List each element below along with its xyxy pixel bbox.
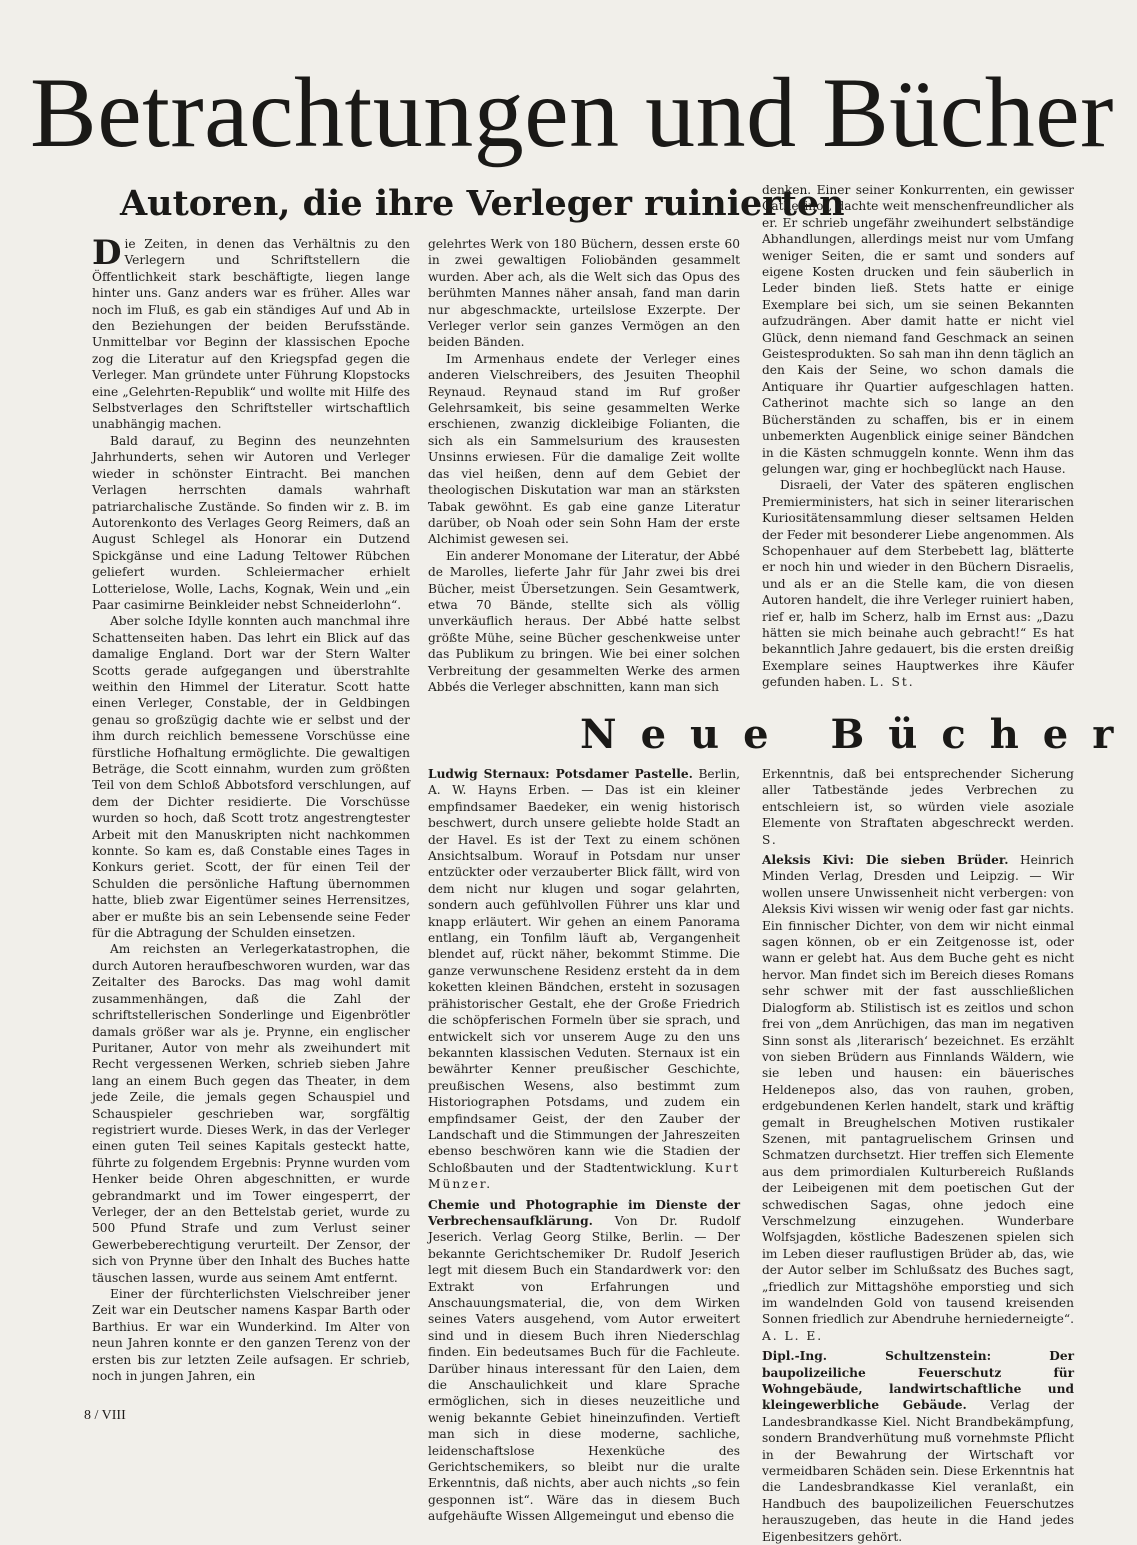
article-signature: L. St. [869, 675, 915, 690]
review-signature: S. [762, 832, 778, 847]
review-entry: Erkenntnis, daß bei entsprechender Sicherung aller Tatbestände jedes Verbrechen zu entschleiern ist, so würden viele asoziale Elemente von Straftaten abgeschreckt werden. S. [762, 767, 1074, 847]
article-paragraph: Aber solche Idylle konnten auch manchmal ihre Schattenseiten haben. Das lehrt ein Blick auf das damalige England. Dort war der Stern Walter Scotts gerade aufgegangen und überstrahlte weithin den Himmel der Literatur. Scott hatte einen Verleger, Constable, der in Geldbingen genau so großzügig dachte wie er selbst und der ihm durch reichlich bemessene Vorschüsse eine fürstliche Hofhaltung ermöglichte. Die gewaltigen Beträge, die Scott einnahm, wurden zum größten Teil von dem Schloß Abbotsford verschlungen, auf dem der Dichter residierte. Die Vorschüsse wurden so hoch, daß Scott trotz angestrengtester Arbeit mit den Manuskripten nicht nachkommen konnte. So kam es, daß Constable eines Tages in Konkurs geriet. Scott, der für einen Teil der Schulden die persönliche Haftung übernommen hatte, blieb zwar Eigentümer seines Herrensitzes, aber er mußte bis an sein Lebensende seine Feder für die Abtragung der Schulden einsetzen. [92, 614, 410, 941]
article-title: Autoren, die ihre Verleger ruinierten [120, 183, 845, 224]
review-entry: Aleksis Kivi: Die sieben Brüder. Heinrich Minden Verlag, Dresden und Leipzig. — Wir wollen unsere Unwissenheit nicht verbergen: von Aleksis Kivi wissen wir wenig oder fast gar nichts. Ein finnischer Dichter, von dem wir nicht einmal sagen können, ob er ein Zeitgenosse ist, oder wann er gelebt hat. Aus dem Buche geht es nicht hervor. Man findet sich im Bereich dieses Romans sehr schwer mit der fast ausschließlichen Dialogform ab. Stilistisch ist es zeitlos und schon frei von „dem Anrüchigen, das man im negativen Sinn sonst als ‚literarisch‘ bezeichnet. Es erzählt von sieben Brüdern aus Finnlands Wäldern, wie sie leben und hausen: ein bäuerisches Heldenepos also, das von rauhen, groben, erdgebundenen Kerlen handelt, stark und kräftig gemalt in Breughelschen Motiven rustikaler Szenen, mit pantagruelischem Grinsen und Schmatzen durchsetzt. Hier treffen sich Elemente aus dem primordialen Kulturbereich Rußlands der Leibeigenen mit dem poetischen Gut der schwedischen Sagas, ohne jedoch eine Verschmelzung einzugehen. Wunderbare Wolfsjagden, köstliche Badeszenen spielen sich im Leben dieser rauflustigen Brüder ab, das, wie der Autor selber im Schlußsatz des Buches sagt, „friedlich zur Mittagshöhe emporstieg und sich im wandelnden Gold von tausend kreisenden Sonnen friedlich zur Abendruhe herniederneigte“. A. L. E. [762, 853, 1074, 1343]
article-column-2 [428, 236, 740, 701]
reviews-column-3 [762, 766, 1074, 1544]
review-heading: Ludwig Sternaux: Potsdamer Pastelle. [428, 767, 693, 781]
drop-cap: D [92, 233, 122, 273]
article-paragraph: Einer der fürchterlichsten Vielschreiber jener Zeit war ein Deutscher namens Kaspar Barth oder Barthius. Er war ein Wunderkind. Im Alter von neun Jahren konnte er den ganzen Terenz von der ersten bis zur letzten Zeile aufsagen. Er schrieb, noch in jungen Jahren, ein [92, 1287, 410, 1384]
article-paragraph: Bald darauf, zu Beginn des neunzehnten Jahrhunderts, sehen wir Autoren und Verleger wieder in schönster Eintracht. Bei manchen Verlagen herrschten damals wahrhaft patriarchalische Zustände. So finden wir z. B. im Autorenkonto des Verlages Georg Reimers, daß an August Schlegel als Honorar ein Dutzend Spickgänse und eine Ladung Teltower Rübchen geliefert wurden. Schleiermacher erhielt Lotterielose, Wolle, Lachs, Kognak, Wein und „ein Paar casimirne Beinkleider nebst Schneiderlohn“. [92, 433, 410, 612]
review-signature: A. L. E. [762, 1328, 824, 1343]
review-heading: Dipl.-Ing. Schultzenstein: Der baupolizeiliche Feuerschutz für Wohngebäude, landwirtschaftliche und kleingewerbliche Gebäude. [762, 1349, 1074, 1413]
review-entry: Chemie und Photographie im Dienste der Verbrechensaufklärung. Von Dr. Rudolf Jeserich. Verlag Georg Stilke, Berlin. — Der bekannte Gerichtschemiker Dr. Rudolf Jeserich legt mit diesem Buch ein Standardwerk vor: den Extrakt von Erfahrungen und Anschauungsmaterial, die, von dem Wirken seines Vaters ausgehend, vom Autor erweitert sind und in diesem Buch ihren Niederschlag finden. Ein bedeutsames Buch für die Fachleute. Darüber hinaus interessant für den Laien, dem die Anschaulichkeit und klare Sprache ermöglichen, sich in dieses neuzeitliche und wenig bekannte Gebiet hineinzufinden. Vertieft man sich in diese moderne, sachliche, leidenschaftslose Hexenküche des Gerichtschemikers, so bleibt nur die uralte Erkenntnis, daß nichts, aber auch nichts „so fein gesponnen ist“. Wäre das in diesem Buch aufgehäufte Wissen Allgemeingut und ebenso die [428, 1197, 740, 1524]
reviews-title: Neue Bücher [580, 711, 1137, 758]
article-column-1 [92, 233, 410, 1396]
article-paragraph: Ein anderer Monomane der Literatur, der Abbé de Marolles, lieferte Jahr für Jahr zwei bis drei Bücher, meist Übersetzungen. Sein Gesamtwerk, etwa 70 Bände, stellte sich als völlig unverkäuflich heraus. Der Abbé hatte selbst größte Mühe, seine Bücher geschenkweise unter das Publikum zu bringen. Wie bei einer solchen Verbreitung der gesammelten Werke des armen Abbés die Verleger abschnitten, kann man sich [428, 548, 740, 694]
article-column-3 [762, 182, 1074, 692]
reviews-column-2 [428, 766, 740, 1524]
review-heading: Chemie und Photographie im Dienste der Verbrechensaufklärung. [428, 1197, 740, 1228]
page-number: 8 / VIII [84, 1408, 126, 1423]
review-entry: Dipl.-Ing. Schultzenstein: Der baupolizeiliche Feuerschutz für Wohngebäude, landwirtschaftliche und kleingewerbliche Gebäude. Verlag der Landesbrandkasse Kiel. Nicht Brandbekämpfung, sondern Brandverhütung muß vornehmste Pflicht in der Bewahrung der Wirtschaft vor vermeidbaren Schäden sein. Diese Erkenntnis hat die Landesbrandkasse Kiel veranlaßt, ein Handbuch des baupolizeilichen Feuerschutzes herauszugeben, das heute in die Hand jedes Eigenbesitzers gehört. [762, 1349, 1074, 1544]
review-entry: Ludwig Sternaux: Potsdamer Pastelle. Berlin, A. W. Hayns Erben. — Das ist ein kleiner empfindsamer Baedeker, ein wenig historisch beschwert, durch unsere geliebte holde Stadt an der Havel. Es ist der Text zu einem schönen Ansichtsalbum. Worauf in Potsdam nur unser entzückter oder verzauberter Blick fällt, wird von dem nicht nur klugen und sogar gelahrten, sondern auch gefühlvollen Führer uns klar und knapp erläutert. Wir gehen an einem Panorama entlang, ein Tonfilm läuft ab, Vergangenheit blendet auf, rückt näher, bekommt Stimme. Die ganze verwunschene Residenz ersteht da in dem koketten kleinen Bändchen, ersteht in sozusagen prähistorischer Gestalt, ehe der Große Friedrich die schöpferischen Formeln über sie sprach, und entwickelt sich vor unserem Auge zu den uns bekannten klassischen Veduten. Sternaux ist ein bewährter Kenner preußischer Geschichte, preußischen Wesens, also bestimmt zum Historiographen Potsdams, und zudem ein empfindsamer Geist, der den Zauber der Landschaft und die Stimmungen der Jahreszeiten ebenso beschwören kann wie die Stadien der Schloßbauten und der Stadtentwicklung. Kurt Münzer. [428, 767, 740, 1192]
review-signature: Kurt Münzer. [428, 1160, 740, 1192]
article-paragraph: Die Zeiten, in denen das Verhältnis zu den Verlegern und Schriftstellern die Öffentlichkeit stark beschäftigte, liegen lange hinter uns. Ganz anders war es früher. Alles war noch im Fluß, es gab ein ständiges Auf und Ab in den Beziehungen der beiden Berufsstände. Unmittelbar vor Beginn der klassischen Epoche zog die Literatur auf den Kriegspfad gegen die Verleger. Man gründete unter Führung Klopstocks eine „Gelehrten-Republik“ und wollte mit Hilfe des Selbstverlages den Schriftsteller wirtschaftlich unabhängig machen. [92, 233, 410, 432]
article-paragraph: gelehrtes Werk von 180 Büchern, dessen erste 60 in zwei gewaltigen Foliobänden gesammelt wurden. Aber ach, als die Welt sich das Opus des berühmten Mannes näher ansah, fand man darin nur abgeschmackte, urteilslose Exzerpte. Der Verleger verlor sein ganzes Vermögen an den beiden Bänden. [428, 237, 740, 350]
review-heading: Aleksis Kivi: Die sieben Brüder. [762, 853, 1009, 868]
masthead-title: Betrachtungen und Bücher [30, 57, 1114, 168]
article-paragraph: Am reichsten an Verlegerkatastrophen, die durch Autoren heraufbeschworen wurden, war das Zeitalter des Barocks. Das mag wohl damit zusammenhängen, daß die Zahl der schriftstellerischen Sonderlinge und Eigenbrötler damals größer war als je. Prynne, ein englischer Puritaner, Autor von mehr als zweihundert mit Recht vergessenen Werken, schrieb sieben Jahre lang an einem Buch gegen das Theater, in dem jede Zeile, die jemals gegen Schauspiel und Schauspieler geschrieben war, sorgfältig registriert wurde. Dieses Werk, in das der Verleger einen guten Teil seines Kapitals gesteckt hatte, führte zu folgendem Ergebnis: Prynne wurden vom Henker beide Ohren abgeschnitten, er wurde gebrandmarkt und im Tower eingesperrt, der Verleger, der an den Bettelstab geriet, wurde zu 500 Pfund Strafe und zum Verlust seiner Gewerbeberechtigung verurteilt. Der Zensor, der sich von Prynne über den Inhalt des Buches hatte täuschen lassen, wurde aus seinem Amt entfernt. [92, 942, 410, 1285]
article-paragraph: Disraeli, der Vater des späteren englischen Premierministers, hat sich in seiner literarischen Kuriositätensammlung dieser seltsamen Helden der Feder mit besonderer Liebe angenommen. Als Schopenhauer auf dem Sterbebett lag, blätterte er noch hin und wieder in den Büchern Disraelis, und als er an die Stelle kam, die von diesen Autoren handelt, die ihre Verleger ruiniert haben, rief er, halb im Scherz, halb im Ernst aus: „Dazu hätten sie mich beinahe auch gebracht!“ Es hat bekanntlich Jahre gedauert, bis die ersten dreißig Exemplare seines Hauptwerkes ihre Käufer gefunden haben. L. St. [762, 478, 1074, 690]
article-paragraph: denken. Einer seiner Konkurrenten, ein gewisser Catherinot, dachte weit menschenfreundlicher als er. Er schrieb ungefähr zweihundert selbständige Abhandlungen, allerdings meist nur vom Umfang weniger Seiten, die er samt und sonders auf eigene Kosten drucken und fein säuberlich in Leder binden ließ. Stets hatte er einige Exemplare bei sich, um sie seinen Bekannten aufzudrängen. Aber damit hatte er nicht viel Glück, denn niemand fand Geschmack an seinen Geistesprodukten. So sah man ihn denn täglich an den Kais der Seine, wo schon damals die Antiquare ihr Quartier aufgeschlagen hatten. Catherinot machte sich so lange an den Bücherständen zu schaffen, bis er in einem unbemerkten Augenblick einige seiner Bändchen in die Kästen schmuggeln konnte. Wenn ihm das gelungen war, ging er hochbeglückt nach Hause. [762, 183, 1075, 476]
article-paragraph: Im Armenhaus endete der Verleger eines anderen Vielschreibers, des Jesuiten Theophil Reynaud. Reynaud stand im Ruf großer Gelehrsamkeit, bis seine gesammelten Werke erschienen, zwanzig dickleibige Folianten, die sich als ein Sammelsurium des krausesten Unsinns erwiesen. Für die damalige Zeit wollte das viel heißen, denn auf dem Gebiet der theologischen Diskutation war man an stärksten Tabak gewöhnt. Es gab eine ganze Literatur darüber, ob Noah oder sein Sohn Ham der erste Alchimist gewesen sei. [428, 351, 740, 547]
